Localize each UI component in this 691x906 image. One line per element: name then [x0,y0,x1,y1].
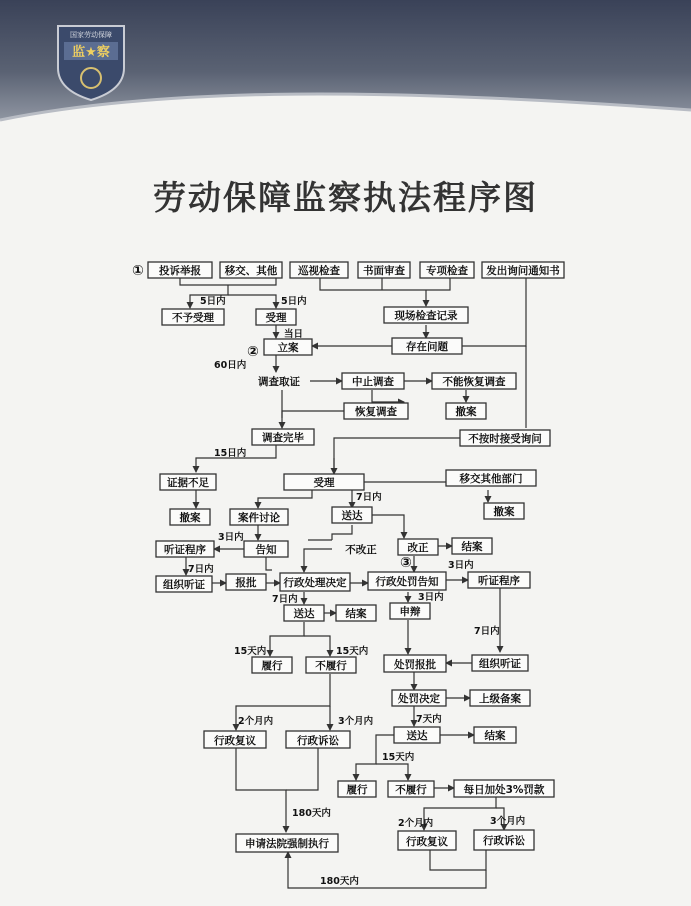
svg-text:受理: 受理 [265,312,287,324]
label-7days-a: 7日内 [356,492,382,503]
node-investigate [248,373,310,390]
label-15tian-c: 15天内 [382,752,415,763]
svg-text:不按时接受询问: 不按时接受询问 [468,433,542,445]
node-problem [392,338,462,354]
node-organize-hearing-2 [472,655,528,671]
node-not-perform-1 [306,657,356,673]
svg-text:行政复议: 行政复议 [406,836,448,848]
node-transfer-department [446,470,536,486]
node-special-inspection [420,262,474,278]
svg-text:中止调查: 中止调查 [352,376,394,388]
svg-text:撤案: 撤案 [179,512,201,524]
node-superior-filing [470,690,530,706]
label-7days-c: 7日内 [272,594,298,605]
svg-text:不履行: 不履行 [395,784,427,796]
svg-text:行政处罚告知: 行政处罚告知 [375,576,439,588]
node-not-perform-2 [388,781,434,797]
label-2months-a: 2个月内 [238,716,274,727]
label-180tian-a: 180天内 [292,808,331,819]
svg-text:送达: 送达 [406,730,428,742]
svg-text:结案: 结案 [461,541,483,553]
label-5days-b: 5日内 [281,296,307,307]
label-3days-c: 3日内 [418,592,444,603]
node-admin-review-2 [398,831,456,850]
node-onsite-record [384,307,468,323]
marker-3: ③ [400,555,412,571]
svg-text:听证程序: 听证程序 [164,544,206,556]
label-60days: 60日内 [214,360,247,371]
node-daily-fine [454,780,554,797]
marker-1: ① [132,263,144,279]
svg-text:听证程序: 听证程序 [478,575,520,587]
node-admin-decision [280,573,350,591]
label-3months-b: 3个月内 [490,816,526,827]
marker-2: ② [247,344,259,360]
svg-text:行政复议: 行政复议 [214,735,256,747]
svg-text:组织听证: 组织听证 [479,658,521,670]
node-file-case [264,339,312,355]
label-5days-a: 5日内 [200,296,226,307]
svg-text:调查取证: 调查取证 [258,376,300,388]
svg-text:报批: 报批 [235,577,257,589]
svg-text:上级备案: 上级备案 [479,693,521,705]
svg-text:案件讨论: 案件讨论 [238,512,280,524]
node-transfer-other [220,262,282,278]
label-7days-d: 7日内 [474,626,500,637]
node-penalty-decision [392,690,446,706]
svg-text:送达: 送达 [293,608,315,620]
label-180tian-b: 180天内 [320,876,359,887]
node-report-1 [226,574,266,590]
node-deliver-3 [394,727,440,743]
label-7tian: 7天内 [416,714,442,725]
svg-text:发出询问通知书: 发出询问通知书 [486,265,560,277]
node-hearing-procedure-2 [468,572,530,588]
svg-text:立案: 立案 [277,342,299,354]
label-same-day: 当日 [284,329,304,340]
svg-text:巡视检查: 巡视检查 [298,265,340,277]
svg-text:投诉举报: 投诉举报 [159,265,201,277]
label-15tian-b: 15天内 [336,646,369,657]
svg-text:调查完毕: 调查完毕 [262,432,304,444]
node-withdraw-2 [170,509,210,525]
node-notify [244,541,288,557]
svg-text:现场检查记录: 现场检查记录 [394,310,458,322]
svg-text:不予受理: 不予受理 [172,312,214,324]
label-3days-a: 3日内 [218,532,244,543]
svg-text:告知: 告知 [255,544,277,556]
node-withdraw-1 [446,403,486,419]
node-penalty-report [384,655,446,672]
svg-text:行政处理决定: 行政处理决定 [283,577,347,589]
svg-text:申辩: 申辩 [399,606,421,618]
svg-text:不改正: 不改正 [345,544,377,556]
svg-text:处罚决定: 处罚决定 [398,693,440,705]
node-close-1 [452,538,492,554]
svg-text:每日加处3%罚款: 每日加处3%罚款 [463,784,545,796]
svg-text:履行: 履行 [261,660,283,672]
node-suspend [342,373,404,389]
node-withdraw-3 [484,503,524,519]
label-15days: 15日内 [214,448,247,459]
node-patrol [290,262,348,278]
node-court-enforcement [236,834,338,852]
svg-text:书面审查: 书面审查 [363,265,405,277]
node-insufficient-evidence [160,474,216,490]
svg-text:受理: 受理 [313,477,335,489]
svg-text:移交其他部门: 移交其他部门 [459,473,523,485]
node-resume [344,403,408,419]
node-hearing-procedure-1 [156,541,214,557]
svg-text:申请法院强制执行: 申请法院强制执行 [245,838,329,850]
badge-top-text: 国家劳动保障 [70,31,112,39]
node-close-3 [474,727,516,743]
badge-main-text: 监★察 [72,45,110,60]
svg-text:证据不足: 证据不足 [167,477,209,489]
label-15tian-a: 15天内 [234,646,267,657]
label-3months-a: 3个月内 [338,716,374,727]
svg-text:组织听证: 组织听证 [163,579,205,591]
svg-text:行政诉讼: 行政诉讼 [297,735,339,747]
svg-text:改正: 改正 [407,542,429,554]
page-title: 劳动保障监察执法程序图 [153,178,538,217]
node-cannot-resume [432,373,516,389]
svg-text:履行: 履行 [346,784,368,796]
node-appeal [390,603,430,619]
node-deliver-1 [332,507,372,523]
svg-text:移交、其他: 移交、其他 [224,265,278,277]
node-perform-1 [252,657,292,673]
node-case-discussion [230,509,288,525]
node-correct [398,539,438,555]
node-inquiry-notice [482,262,564,278]
node-written-review [358,262,410,278]
svg-text:撤案: 撤案 [455,406,477,418]
label-3days-b: 3日内 [448,560,474,571]
svg-text:恢复调查: 恢复调查 [355,406,397,418]
svg-text:不履行: 不履行 [315,660,347,672]
node-deliver-2 [284,605,324,621]
node-complaint [148,262,212,278]
node-close-2 [336,605,376,621]
svg-text:存在问题: 存在问题 [406,341,448,353]
node-not-correct [332,541,390,557]
node-admin-review-1 [204,731,266,748]
node-reject [162,309,224,325]
node-admin-lawsuit-1 [286,731,350,748]
svg-text:不能恢复调查: 不能恢复调查 [442,376,506,388]
svg-text:处罚报批: 处罚报批 [394,659,436,671]
node-accept-1 [256,309,296,325]
node-accept-2 [284,474,364,490]
node-penalty-notice [368,572,446,590]
label-2months-b: 2个月内 [398,818,434,829]
node-organize-hearing-1 [156,576,212,592]
label-7days-b: 7日内 [188,564,214,575]
node-investigation-done [252,429,314,445]
node-admin-lawsuit-2 [474,830,534,850]
svg-text:行政诉讼: 行政诉讼 [483,835,525,847]
svg-text:送达: 送达 [341,510,363,522]
node-perform-2 [338,781,376,797]
svg-text:结案: 结案 [345,608,367,620]
node-no-reply [460,430,550,446]
svg-text:结案: 结案 [484,730,506,742]
svg-text:专项检查: 专项检查 [426,265,468,277]
svg-text:撤案: 撤案 [493,506,515,518]
